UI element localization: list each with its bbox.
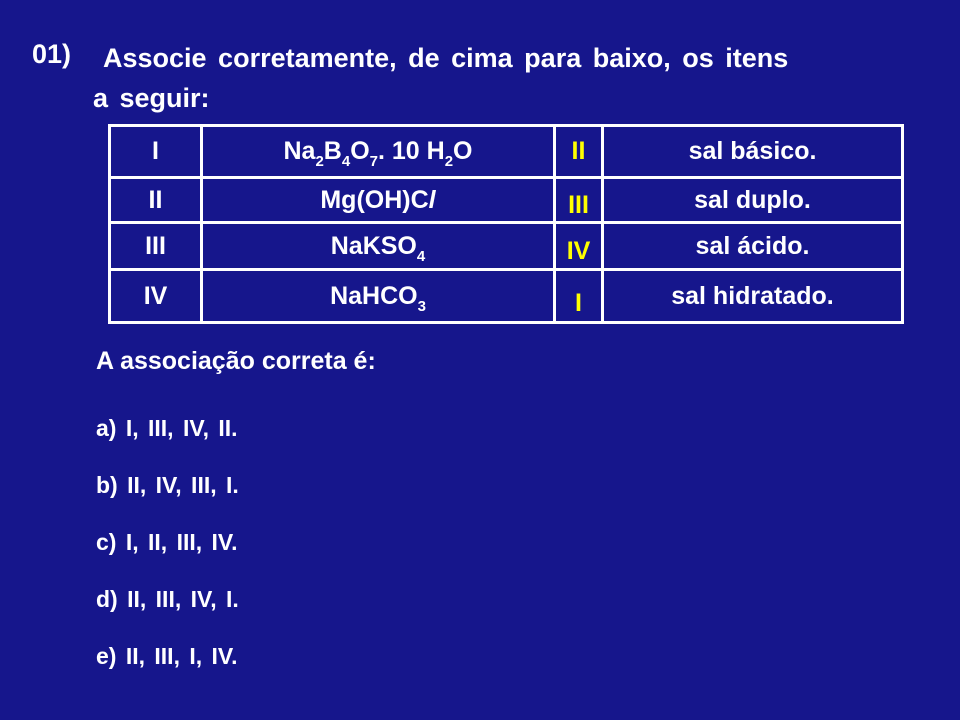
option-e: e) II, III, I, IV.: [96, 643, 238, 669]
formula-cell: [203, 224, 556, 268]
association-table: [108, 124, 904, 324]
table-row: [111, 179, 901, 224]
row-number: II: [111, 179, 203, 221]
table-row: [111, 224, 901, 271]
row-number: IV: [111, 271, 203, 321]
option-b: b) II, IV, III, I.: [96, 472, 239, 498]
description-cell: sal ácido.: [695, 231, 810, 260]
chemical-formula: $Na_2B_4O_7$. 10 $H_2O$: [283, 137, 473, 170]
description-cell: sal básico.: [688, 137, 817, 165]
description-cell: sal hidratado.: [671, 281, 834, 310]
option-a: a) I, III, IV, II.: [96, 415, 238, 441]
chemical-formula: Mg(OH)Cl: [320, 185, 436, 214]
match-answer: II: [556, 127, 604, 176]
formula-cell: [203, 127, 556, 176]
table-row: [111, 271, 901, 321]
option-c: c) I, II, III, IV.: [96, 529, 238, 555]
option-d: d) II, III, IV, I.: [96, 586, 239, 612]
description-cell: sal duplo.: [694, 185, 811, 214]
chemical-formula: NaHCO$_3$: [330, 281, 426, 315]
formula-cell: [203, 271, 556, 321]
formula-cell: [203, 179, 556, 221]
chemical-formula: NaKSO$_4$: [330, 231, 426, 265]
match-answer: IV: [556, 224, 604, 268]
question-number: 01): [32, 39, 72, 69]
question-line-2: a seguir:: [93, 83, 210, 113]
row-number: III: [111, 224, 203, 268]
question-line-1: Associe corretamente, de cima para baixo, os itens: [103, 43, 789, 73]
match-answer: III: [556, 179, 604, 221]
table-row: [111, 127, 901, 179]
question-text: [93, 38, 923, 118]
row-number: I: [111, 127, 203, 176]
answer-heading: A associação correta é:: [96, 347, 376, 375]
match-answer: I: [556, 271, 604, 321]
